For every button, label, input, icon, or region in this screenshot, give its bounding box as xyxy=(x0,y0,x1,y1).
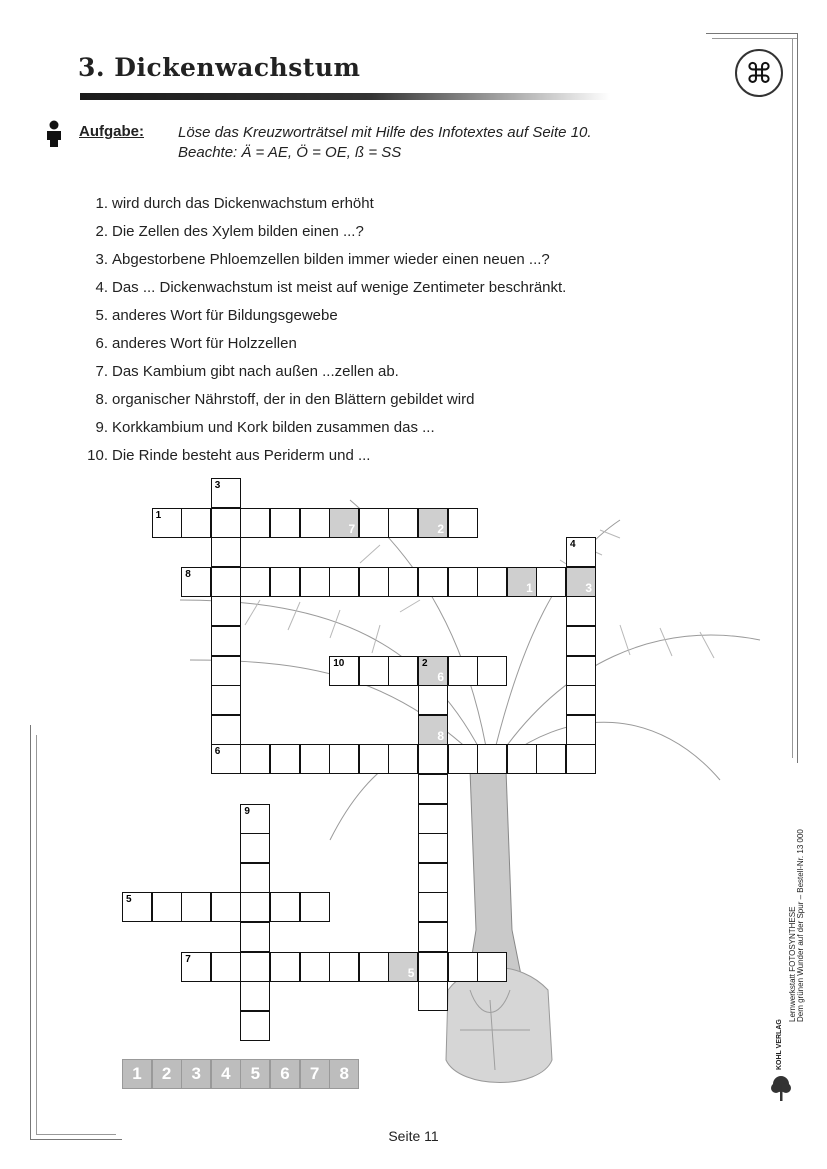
solution-box[interactable]: 5 xyxy=(240,1059,270,1089)
crossword-cell[interactable] xyxy=(329,508,359,538)
crossword-cell[interactable] xyxy=(388,567,418,597)
crossword-cell[interactable] xyxy=(240,804,270,834)
cell-solution-index: 8 xyxy=(437,728,444,743)
clue-number: 5. xyxy=(95,307,108,324)
crossword-cell[interactable] xyxy=(270,744,300,774)
crossword-cell[interactable] xyxy=(300,567,330,597)
clue-text: wird durch das Dickenwachstum erhöht xyxy=(112,195,374,212)
clue-text: Das Kambium gibt nach außen ...zellen ab. xyxy=(112,363,399,380)
crossword-cell[interactable] xyxy=(240,981,270,1011)
crossword-cell[interactable] xyxy=(566,626,596,656)
task-line: Löse das Kreuzworträtsel mit Hilfe des Infotextes auf Seite 10. xyxy=(178,124,592,141)
clue-number: 3. xyxy=(95,251,108,268)
solution-box[interactable]: 3 xyxy=(181,1059,211,1089)
publisher-logo-text: KOHL VERLAG xyxy=(776,1019,783,1070)
crossword-cell[interactable] xyxy=(418,567,448,597)
crossword-cell[interactable] xyxy=(270,892,300,922)
crossword-cell[interactable] xyxy=(240,508,270,538)
clue-number: 9. xyxy=(95,419,108,436)
clue-number: 8. xyxy=(95,391,108,408)
clue-number: 7. xyxy=(95,363,108,380)
cell-solution-index: 7 xyxy=(348,521,356,536)
crossword-cell[interactable] xyxy=(240,567,270,597)
crossword-cell[interactable] xyxy=(566,744,596,774)
crossword-cell[interactable] xyxy=(211,685,241,715)
solution-box[interactable]: 7 xyxy=(300,1059,330,1089)
clue-number: 2. xyxy=(95,223,108,240)
crossword-cell[interactable] xyxy=(300,744,330,774)
crossword-cell[interactable] xyxy=(477,952,507,982)
clue-number: 4. xyxy=(95,279,108,296)
clue-text: organischer Nährstoff, der in den Blättern gebildet wird xyxy=(112,391,475,408)
crossword-cell[interactable] xyxy=(152,508,182,538)
cell-clue-number: 5 xyxy=(126,894,132,906)
crossword-cell[interactable] xyxy=(536,567,566,597)
crossword-cell[interactable] xyxy=(418,804,448,834)
crossword-cell[interactable] xyxy=(418,833,448,863)
crossword-cell[interactable] xyxy=(418,774,448,804)
crossword-cell[interactable] xyxy=(240,744,270,774)
crossword-cell[interactable] xyxy=(211,596,241,626)
task-label: Aufgabe: xyxy=(79,123,144,140)
crossword-cell[interactable] xyxy=(359,952,389,982)
crossword-cell[interactable] xyxy=(270,952,300,982)
crossword-cell[interactable] xyxy=(211,537,241,567)
crossword-cell[interactable] xyxy=(418,744,448,774)
cell-solution-index: 6 xyxy=(437,669,444,684)
cell-clue-number: 4 xyxy=(570,539,576,551)
crossword-cell[interactable] xyxy=(122,892,152,922)
crossword-cell[interactable] xyxy=(152,892,182,922)
crossword-cell[interactable] xyxy=(329,952,359,982)
crossword-cell[interactable] xyxy=(359,567,389,597)
crossword-cell[interactable] xyxy=(507,567,537,597)
crossword-cell[interactable] xyxy=(388,656,418,686)
crossword-cell[interactable] xyxy=(359,656,389,686)
cell-clue-number: 1 xyxy=(155,509,162,521)
crossword-cell[interactable] xyxy=(211,478,241,508)
crossword-cell[interactable] xyxy=(477,656,507,686)
crossword-cell[interactable] xyxy=(211,715,241,745)
clue-text: Die Zellen des Xylem bilden einen ...? xyxy=(112,223,364,240)
cell-clue-number: 10 xyxy=(333,657,345,669)
solution-box[interactable]: 8 xyxy=(329,1059,359,1089)
crossword-cell[interactable] xyxy=(448,567,478,597)
crossword-cell[interactable] xyxy=(418,981,448,1011)
clue-number: 1. xyxy=(95,195,108,212)
crossword-cell[interactable] xyxy=(329,744,359,774)
cell-clue-number: 7 xyxy=(185,953,191,965)
crossword-cell[interactable] xyxy=(240,952,270,982)
cell-clue-number: 6 xyxy=(214,746,221,758)
crossword-cell[interactable] xyxy=(566,715,596,745)
crossword-cell[interactable] xyxy=(240,892,270,922)
crossword-cell[interactable] xyxy=(418,952,448,982)
crossword-cell[interactable] xyxy=(181,508,211,538)
command-icon: ⌘ xyxy=(735,49,783,97)
crossword-cell[interactable] xyxy=(448,508,478,538)
crossword-cell[interactable] xyxy=(240,833,270,863)
crossword-cell[interactable] xyxy=(211,567,241,597)
crossword-cell[interactable] xyxy=(181,892,211,922)
solution-box[interactable]: 4 xyxy=(211,1059,241,1089)
crossword-cell[interactable] xyxy=(300,508,330,538)
crossword-cell[interactable] xyxy=(566,685,596,715)
crossword-cell[interactable] xyxy=(300,952,330,982)
solution-box[interactable]: 6 xyxy=(270,1059,300,1089)
crossword-cell[interactable] xyxy=(418,685,448,715)
cell-clue-number: 9 xyxy=(244,805,250,817)
crossword-cell[interactable] xyxy=(566,656,596,686)
crossword-cell[interactable] xyxy=(240,1011,270,1041)
clue-text: Korkkambium und Kork bilden zusammen das ... xyxy=(112,419,435,436)
cell-clue-number: 8 xyxy=(185,568,191,580)
crossword-cell[interactable] xyxy=(211,952,241,982)
crossword-cell[interactable] xyxy=(566,537,596,567)
crossword-cell[interactable] xyxy=(388,508,418,538)
crossword-cell[interactable] xyxy=(240,922,270,952)
cell-clue-number: 2 xyxy=(422,657,428,669)
publisher-tree-icon xyxy=(770,1075,792,1103)
crossword-cell[interactable] xyxy=(240,863,270,893)
cell-solution-index: 1 xyxy=(526,580,533,595)
crossword-cell[interactable] xyxy=(418,715,448,745)
crossword-cell[interactable] xyxy=(448,952,478,982)
crossword-cell[interactable] xyxy=(418,922,448,952)
cell-solution-index: 3 xyxy=(585,580,592,595)
cell-solution-index: 2 xyxy=(437,521,444,536)
crossword-cell[interactable] xyxy=(359,744,389,774)
clue-number: 10. xyxy=(87,447,108,464)
crossword-cell[interactable] xyxy=(300,892,330,922)
crossword-cell[interactable] xyxy=(211,656,241,686)
crossword-cell[interactable] xyxy=(566,596,596,626)
page-title: 3. Dickenwachstum xyxy=(78,53,361,82)
task-line: Beachte: Ä = AE, Ö = OE, ß = SS xyxy=(178,144,402,161)
cell-solution-index: 5 xyxy=(407,965,415,980)
crossword-cell[interactable] xyxy=(566,567,596,597)
crossword-cell[interactable] xyxy=(418,508,448,538)
crossword-cell[interactable] xyxy=(388,952,418,982)
crossword-cell[interactable] xyxy=(448,744,478,774)
cell-clue-number: 3 xyxy=(214,480,221,491)
page-number: Seite 11 xyxy=(388,1128,439,1144)
crossword-cell[interactable] xyxy=(211,626,241,656)
crossword-cell[interactable] xyxy=(418,892,448,922)
clue-text: Die Rinde besteht aus Periderm und ... xyxy=(112,447,371,464)
clue-number: 6. xyxy=(95,335,108,352)
crossword-cell[interactable] xyxy=(270,508,300,538)
clue-text: Das ... Dickenwachstum ist meist auf wenige Zentimeter beschränkt. xyxy=(112,279,567,296)
sidebar-order-info: Dem grünen Wunder auf der Spur – Bestell-Nr. 13 000 xyxy=(796,829,805,1022)
clue-text: Abgestorbene Phloemzellen bilden immer wieder einen neuen ...? xyxy=(112,251,550,268)
crossword-cell[interactable] xyxy=(181,567,211,597)
crossword-cell[interactable] xyxy=(477,567,507,597)
crossword-cell[interactable] xyxy=(507,744,537,774)
clue-text: anderes Wort für Holzzellen xyxy=(112,335,297,352)
crossword-cell[interactable] xyxy=(359,508,389,538)
clue-text: anderes Wort für Bildungsgewebe xyxy=(112,307,338,324)
crossword-cell[interactable] xyxy=(388,744,418,774)
crossword-cell[interactable] xyxy=(418,656,448,686)
crossword-cell[interactable] xyxy=(181,952,211,982)
crossword-cell[interactable] xyxy=(448,656,478,686)
crossword-cell[interactable] xyxy=(211,508,241,538)
solution-box[interactable]: 2 xyxy=(152,1059,182,1089)
solution-box[interactable]: 1 xyxy=(122,1059,152,1089)
crossword-cell[interactable] xyxy=(418,863,448,893)
crossword-cell[interactable] xyxy=(211,892,241,922)
sidebar-title: Lernwerkstatt FOTOSYNTHESE xyxy=(788,906,797,1022)
crossword-cell[interactable] xyxy=(477,744,507,774)
crossword-cell[interactable] xyxy=(329,656,359,686)
crossword-cell[interactable] xyxy=(536,744,566,774)
crossword-cell[interactable] xyxy=(211,744,241,774)
crossword-cell[interactable] xyxy=(270,567,300,597)
crossword-cell[interactable] xyxy=(329,567,359,597)
